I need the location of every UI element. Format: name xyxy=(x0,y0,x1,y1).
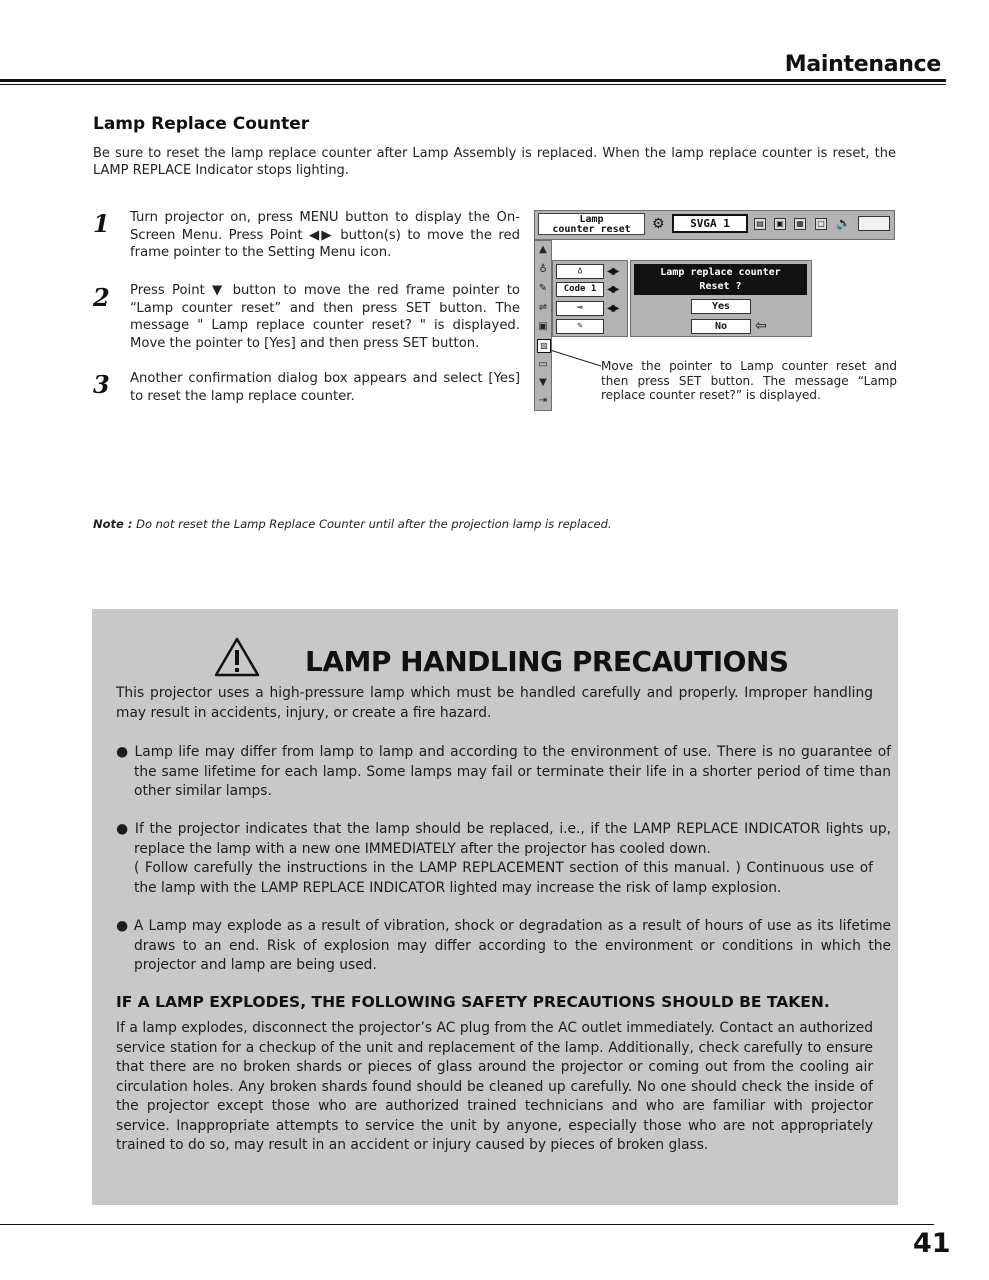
explosion-subheading: IF A LAMP EXPLODES, THE FOLLOWING SAFETY PRECAUTIONS SHOULD BE TAKEN. xyxy=(116,993,830,1011)
precaution-bullet-2: ● If the projector indicates that the lamp should be replaced, i.e., if the LAMP REPLACE INDICATOR lights up, replace the lamp with a new one IMMEDIATELY after the projector has cooled down. xyxy=(116,821,891,857)
no-button[interactable]: No xyxy=(691,319,751,334)
remote-field: ⊸ xyxy=(556,301,604,316)
left-right-arrow-icon: ◀▶ xyxy=(607,284,617,295)
step-number-3: 3 xyxy=(93,370,110,399)
step-number-1: 1 xyxy=(93,209,110,238)
explosion-instructions: If a lamp explodes, disconnect the projector’s AC plug from the AC outlet immediately. Contact an authorized service station for a checkup of the unit and replacement of the lamp. Additionally, check carefully to ensure that there are no broken shards or pieces of glass around the projector or coming out from the cooling air circulation holes. Any broken shards found should be cleaned up carefully. No one should check the inside of the projector except those who are authorized trained technicians and who are familiar with projector service. Inappropriate attempts to service the unit by anyone, especially those who are not appropriately trained to do so, may result in an accident or injury caused by pieces of broken glass. xyxy=(116,1020,873,1153)
step-text-1: Turn projector on, press MENU button to display the On-Screen Menu. Press Point ◀▶ button(s) to move the red frame pointer to the Setting Menu icon. xyxy=(130,210,520,260)
pencil-icon: ✎ xyxy=(538,283,548,294)
step-text-3: Another confirmation dialog box appears and select [Yes] to reset the lamp replace counter. xyxy=(130,371,520,404)
osd-title-line2: counter reset xyxy=(552,224,631,235)
precaution-bullet-1: ● Lamp life may differ from lamp to lamp and according to the environment of use. There is no guarantee of the same lifetime for each lamp. Some lamps may fail or terminate their life in a shorter period of time than other similar lamps. xyxy=(116,744,891,799)
quit-icon: ⇥ xyxy=(538,395,548,406)
pencil-field: ✎ xyxy=(556,319,604,334)
callout-line xyxy=(0,0,989,420)
dialog-message-line2: Reset ? xyxy=(699,281,742,292)
note-text: Do not reset the Lamp Replace Counter until after the projection lamp is replaced. xyxy=(132,517,612,531)
pointer-arrow-icon: ⇦ xyxy=(755,318,767,334)
section-intro: Be sure to reset the lamp replace counter after Lamp Assembly is replaced. When the lamp replace counter is reset, the LAMP REPLACE Indicator stops lighting. xyxy=(93,146,896,178)
step-number-2: 2 xyxy=(93,283,110,312)
osd-title-line1: Lamp xyxy=(579,214,604,225)
code-field: Code 1 xyxy=(556,282,604,297)
scroll-up-icon: ▲ xyxy=(539,244,547,255)
osd-mode-field: SVGA 1 xyxy=(672,214,748,233)
speaker-icon: 🔊 xyxy=(836,216,851,230)
step-text-2: Press Point ▼ button to move the red frame pointer to “Lamp counter reset” and then press SET button. The message " Lamp replace counter reset? " is displayed. Move the pointer to [Yes] and then press SET button. xyxy=(130,283,520,351)
page-number: 41 xyxy=(913,1228,951,1259)
image-select-icon: ▣ xyxy=(774,218,786,230)
note xyxy=(93,517,612,531)
yes-button[interactable]: Yes xyxy=(691,299,751,314)
left-right-arrow-icon: ◀▶ xyxy=(607,266,617,277)
warning-icon xyxy=(213,636,261,678)
precaution-bullet-2-continued: ( Follow carefully the instructions in the LAMP REPLACEMENT section of this manual. ) Continuous use of the lamp with the LAMP REPLACE INDICATOR lighted may increase the risk of lamp explosion. xyxy=(134,860,873,896)
window-icon: □ xyxy=(815,218,827,230)
screen-icon: ▦ xyxy=(794,218,806,230)
remote-icon: ⇌ xyxy=(538,302,548,313)
setting-gear-icon: ⚙ xyxy=(652,216,665,232)
precautions-title: LAMP HANDLING PRECAUTIONS xyxy=(305,645,789,678)
figure-callout: Move the pointer to Lamp counter reset and then press SET button. The message “Lamp replace counter reset?” is displayed. xyxy=(601,359,897,402)
image-adjust-icon: ▤ xyxy=(754,218,766,230)
lamp-icon: ♁ xyxy=(539,264,547,275)
precaution-bullet-3: ● A Lamp may explode as a result of vibration, shock or degradation as a result of hours of use as its lifetime draws to an end. Risk of explosion may differ according to the environment or conditions in which the projector and lamp are being used. xyxy=(116,918,891,973)
lock-icon: ▣ xyxy=(538,321,548,332)
lamp-counter-icon: ▨ xyxy=(537,339,551,353)
scroll-down-icon: ▼ xyxy=(539,377,547,388)
dialog-message-line1: Lamp replace counter xyxy=(660,267,781,278)
note-label: Note : xyxy=(93,517,133,531)
precautions-intro: This projector uses a high-pressure lamp which must be handled carefully and properly. Improper handling may result in accidents, injury, or create a fire hazard. xyxy=(116,685,873,721)
lamp-mode-field: ♁ xyxy=(556,264,604,279)
footer-rule xyxy=(0,1224,934,1225)
section-heading: Lamp Replace Counter xyxy=(93,114,310,134)
left-right-arrow-icon: ◀▶ xyxy=(607,303,617,314)
filter-icon: ▭ xyxy=(538,359,548,370)
page-header-title: Maintenance xyxy=(784,52,941,77)
